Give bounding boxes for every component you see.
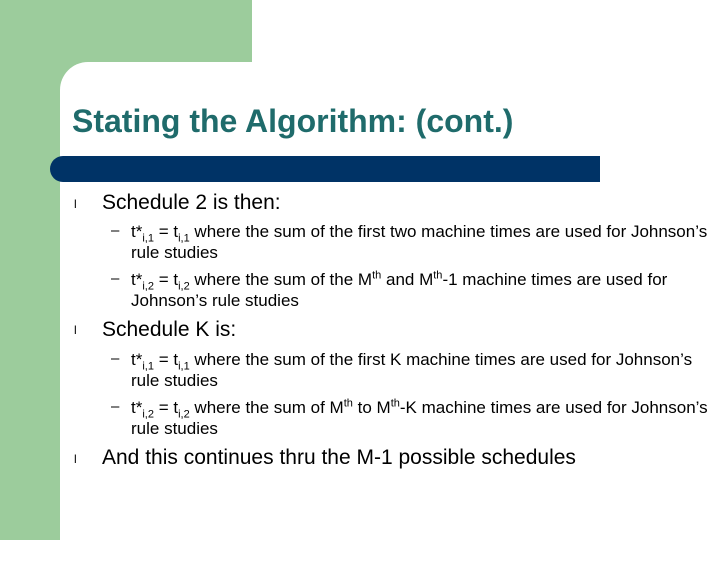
sub-bullet-dash: –: [111, 398, 120, 415]
sub-bullet-schedule-k-second: $t*_{i,2} = t_{i,2}$ where the sum of Mth to Mth-K machine times are used for Johnson’s rule studies: [131, 397, 708, 438]
slide-title: Stating the Algorithm: (cont.): [72, 103, 514, 139]
bullet-continues: And this continues thru the M-1 possible schedules: [102, 446, 576, 469]
bullet-marker: l: [74, 197, 77, 211]
sub-bullet-dash: –: [111, 350, 120, 367]
sub-bullet-schedule-k-first: $t*_{i,1} = t_{i,1}$ where the sum of the first K machine times are used for Johnson’s rule studies: [131, 350, 693, 390]
sub-bullet-schedule-2-second: $t*_{i,2} = t_{i,2}$ where the sum of the Mth and Mth-1 machine times are used for Johnson’s rule studies: [131, 269, 668, 310]
bullet-marker: l: [74, 323, 77, 337]
bullet-schedule-k: Schedule K is:: [102, 318, 237, 341]
bullet-schedule-2: Schedule 2 is then:: [102, 191, 281, 214]
title-underline-bar: [50, 156, 600, 182]
sub-bullet-dash: –: [111, 222, 120, 239]
bullet-marker: l: [74, 452, 77, 466]
sub-bullet-dash: –: [111, 270, 120, 287]
sub-bullet-schedule-2-first: $t*_{i,1} = t_{i,1}$ where the sum of the first two machine times are used for Johnson’s rule studies: [131, 222, 708, 262]
green-side-bar: [0, 0, 60, 540]
